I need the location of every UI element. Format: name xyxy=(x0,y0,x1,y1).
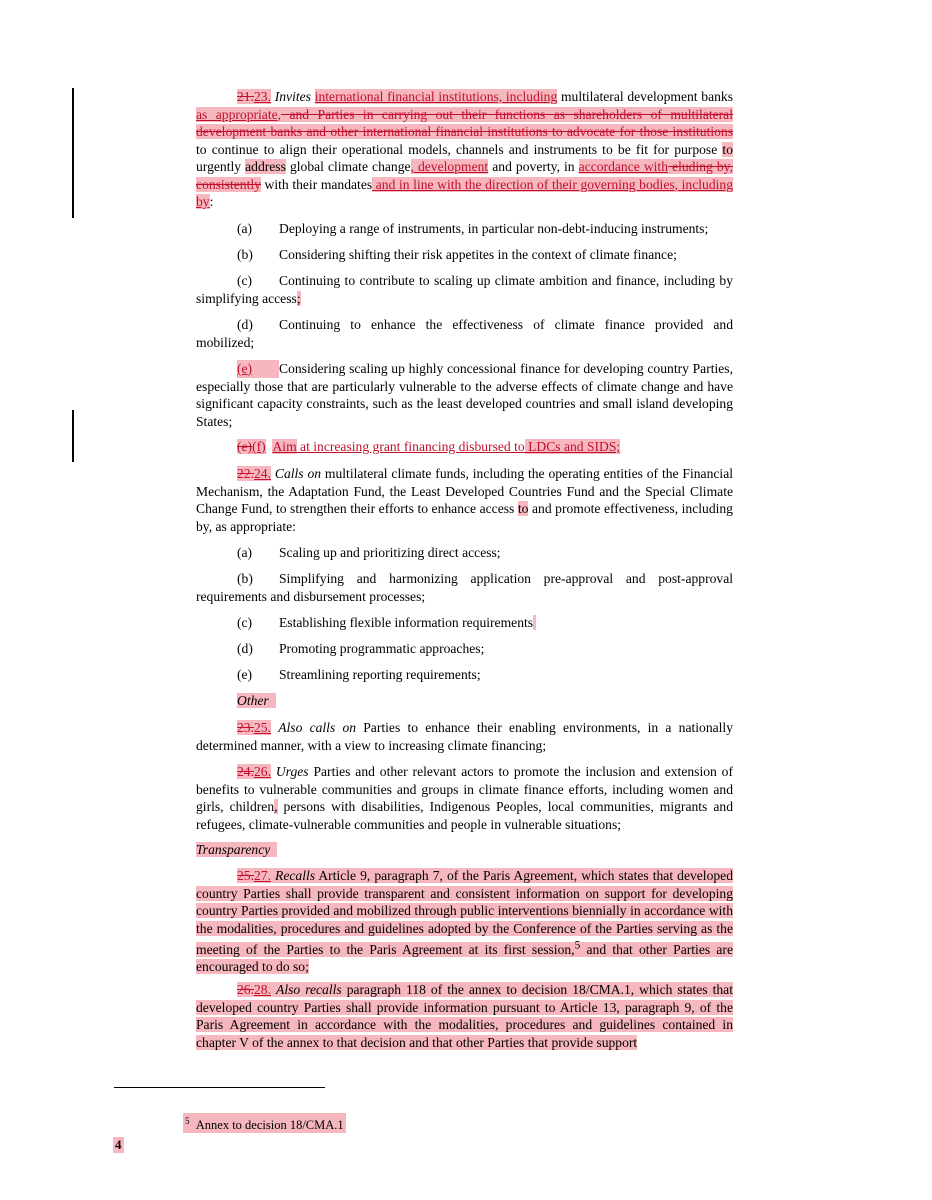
list-item: (d) Continuing to enhance the effectiveness of climate finance provided and mobilized; xyxy=(196,317,733,350)
list-item: (d) Promoting programmatic approaches; xyxy=(237,641,485,656)
paragraph-23: 21.23. Invites international financial institutions, including multilateral development banks as appropriate, and Parties in carrying out their functions as shareholders of multilateral development banks and other international financial institutions to advocate for those institutions to continue to align their operational models, channels and instruments to be fit for purpose to urgently address global climate change, development and poverty, in accordance with eluding by, consistently with their mandates and in line with the direction of their governing bodies, including by: xyxy=(196,89,734,209)
change-bar xyxy=(72,410,74,462)
list-item: (a) Deploying a range of instruments, in particular non-debt-inducing instruments; xyxy=(237,221,709,236)
footnote: $^5$ Annex to decision 18/CMA.1 xyxy=(183,1113,346,1133)
section-heading: Other xyxy=(237,692,276,710)
list-item: (e) Considering scaling up highly concessional finance for developing country Parties, especially those that are particularly vulnerable to the adverse effects of climate change and have significant capacity constraints, such as the least developed countries and small island developing States; xyxy=(196,361,733,429)
paragraph-24: 22.24. Calls on multilateral climate funds, including the operating entities of the Financial Mechanism, the Adaptation Fund, the Least Developed Countries Fund and the Special Climate Change Fund, to strengthen their efforts to enhance access to and promote effectiveness, including by, as appropriate: xyxy=(196,466,734,534)
list-item: (a) Scaling up and prioritizing direct access; xyxy=(237,545,501,560)
paragraph-26: 24.26. Urges Parties and other relevant actors to promote the inclusion and extension of benefits to vulnerable communities and groups in climate finance efforts, including women and girls, children, persons with disabilities, Indigenous Peoples, local communities, migrants and refugees, climate-vulnerable communities and people in vulnerable situations; xyxy=(196,764,733,832)
paragraph-27: 25.27. Recalls Article 9, paragraph 7, of the Paris Agreement, which states that developed country Parties shall provide transparent and consistent information on support for developing country Parties provided and mobilized through public interventions biennially in accordance with the modalities, procedures and guidelines adopted by the Conference of the Parties serving as the meeting of the Parties to the Paris Agreement at its first session,$^5$ and that other Parties are encouraged to do so; xyxy=(196,868,734,975)
page-number: 4 xyxy=(115,1137,122,1152)
footnote-separator xyxy=(114,1087,325,1088)
list-item: (c) Establishing flexible information requirements xyxy=(237,614,733,632)
list-item: (e)(f) Aim at increasing grant financing disbursed to LDCs and SIDS; xyxy=(237,439,621,454)
section-heading: Transparency xyxy=(196,841,277,859)
change-bar xyxy=(72,88,74,218)
list-item: (c) Continuing to contribute to scaling up climate ambition and finance, including by simplifying access; xyxy=(196,273,733,306)
list-item: (b) Considering shifting their risk appetites in the context of climate finance; xyxy=(237,247,677,262)
paragraph-25: 23.25. Also calls on Parties to enhance their enabling environments, in a nationally determined manner, with a view to increasing climate financing; xyxy=(196,720,734,753)
list-item: (b) Simplifying and harmonizing application pre-approval and post-approval requirements and disbursement processes; xyxy=(196,571,733,604)
paragraph-28: 26.28. Also recalls paragraph 118 of the annex to decision 18/CMA.1, which states that developed country Parties shall provide information pursuant to Article 13, paragraph 9, of the Paris Agreement in accordance with the modalities, procedures and guidelines contained in chapter V of the annex to that decision and that other Parties that provide support xyxy=(196,982,733,1050)
list-item: (e) Streamlining reporting requirements; xyxy=(237,667,481,682)
